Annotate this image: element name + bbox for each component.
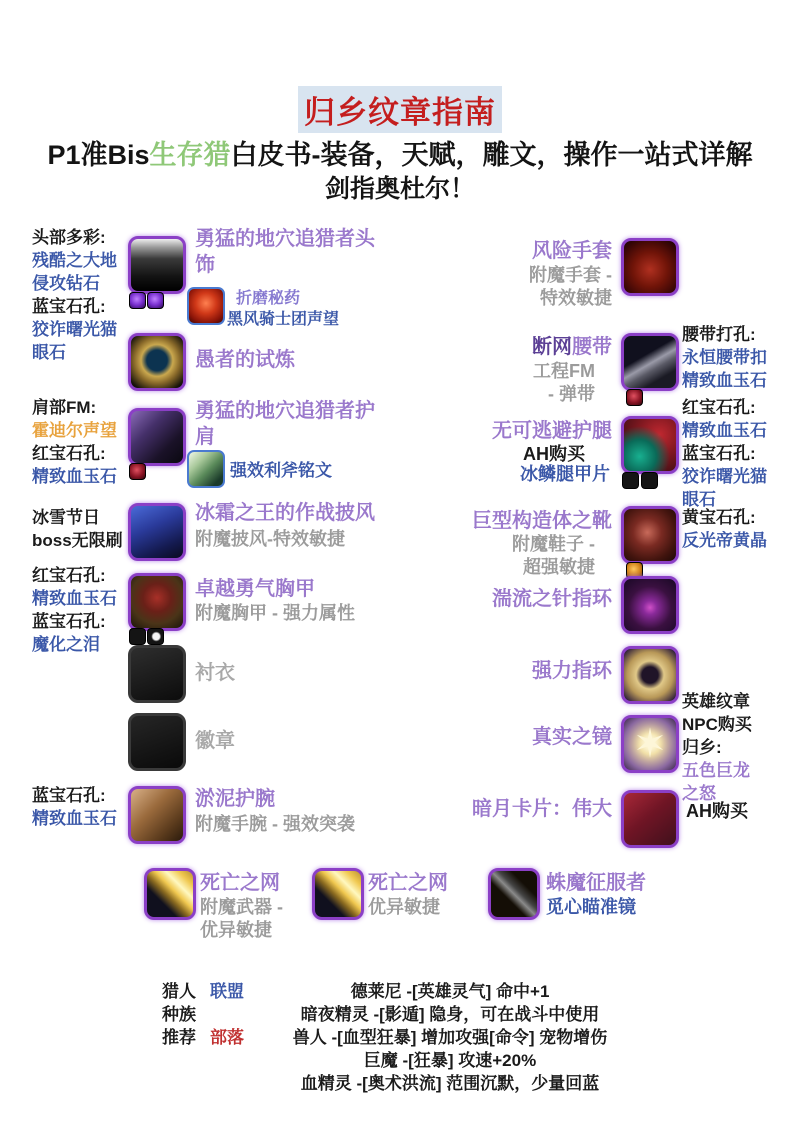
page-title: 归乡纹章指南: [298, 86, 502, 133]
chest-enchant: 附魔胸甲 - 强力属性: [195, 603, 355, 623]
note-label: 红宝石孔:: [32, 566, 106, 585]
item-shoulder-icon[interactable]: [128, 408, 186, 466]
gem-link-shifting-dreadstone[interactable]: 狡诈曙光猫眼石: [32, 320, 117, 362]
note-chest-sockets: [32, 564, 128, 656]
race-line-bloodelf: 血精灵 -[奥术洪流] 范围沉默，少量回蓝: [300, 1074, 600, 1093]
waist-name-light[interactable]: 腰带: [572, 336, 612, 358]
gem-link-enchanted-tear[interactable]: 魔化之泪: [32, 635, 100, 654]
note-trinket2-source: AH购买: [686, 801, 748, 821]
note-label: 红宝石孔:: [32, 444, 106, 463]
socket-gem-purple-icon: [129, 292, 146, 309]
enchant-line: 附魔武器 -: [200, 897, 283, 917]
subtitle-rest: 白皮书-装备，天赋，雕文，操作一站式详解: [230, 140, 753, 170]
footer-label-alliance: 联盟: [210, 982, 244, 1001]
note-label: 蓝宝石孔:: [32, 612, 106, 631]
item-feet-name[interactable]: 巨型构造体之靴: [472, 510, 612, 532]
item-ring1-icon[interactable]: [621, 576, 679, 634]
item-feet-icon[interactable]: [621, 506, 679, 564]
item-trinket2-name[interactable]: 暗月卡片：伟大: [472, 798, 612, 820]
item-shirt-name: 衬衣: [195, 662, 235, 684]
item-shoulder-name[interactable]: 勇猛的地穴追猎者护肩: [195, 400, 375, 448]
gem-link-eternal-belt-buckle[interactable]: 永恒腰带扣: [682, 348, 767, 367]
item-weapon1-name[interactable]: 死亡之网: [200, 872, 280, 894]
item-trinket2-icon[interactable]: [621, 790, 679, 848]
item-chest-name[interactable]: 卓越勇气胸甲: [195, 578, 315, 600]
socket-gem-icon: [641, 472, 658, 489]
subtitle-class-name: 生存猎: [149, 140, 231, 170]
legs-armor-kit-link[interactable]: 冰鳞腿甲片: [520, 464, 610, 484]
footer-label-recommend: 推荐: [162, 1028, 196, 1047]
item-cloak-name[interactable]: 冰霜之王的作战披风: [195, 502, 375, 524]
item-cloak-icon[interactable]: [128, 503, 186, 561]
item-neck-name[interactable]: 愚者的试炼: [195, 349, 295, 371]
head-sub-item[interactable]: 折磨秘药: [236, 290, 301, 307]
note-head-sockets: [32, 226, 128, 364]
item-waist-name[interactable]: [420, 334, 612, 360]
gem-link-facet-of-topaz[interactable]: 反光帝黄晶: [682, 531, 767, 550]
item-tabard-name: 徽章: [195, 730, 235, 752]
item-wrist-name[interactable]: 淤泥护腕: [195, 788, 275, 810]
item-ring2-icon[interactable]: [621, 646, 679, 704]
item-trinket1-name[interactable]: 真实之镜: [532, 726, 612, 748]
shoulder-inscription-link[interactable]: 强效利斧铭文: [230, 461, 332, 480]
note-wrist-sockets: [32, 784, 128, 830]
race-line-troll: 巨魔 -[狂暴] 攻速+20%: [363, 1051, 537, 1070]
note-label: 肩部FM:: [32, 398, 97, 417]
socket-gem-red-icon: [129, 463, 146, 480]
item-tabard-icon[interactable]: [128, 713, 186, 771]
item-waist-icon[interactable]: [621, 333, 679, 391]
gem-link-delicate-scarlet-ruby[interactable]: 精致血玉石: [682, 371, 767, 390]
gem-link-delicate-scarlet-ruby[interactable]: 精致血玉石: [32, 809, 117, 828]
note-label: 腰带打孔:: [682, 325, 756, 344]
item-shirt-icon[interactable]: [128, 645, 186, 703]
hands-enchant: [420, 264, 612, 310]
weapon1-enchant: [200, 896, 283, 942]
trinket1-currency-link[interactable]: 五色巨龙之怒: [682, 761, 750, 803]
starburst-glyph: ✶: [633, 722, 667, 766]
ranged-scope-link[interactable]: 觅心瞄准镜: [546, 897, 636, 917]
weapon2-enchant: 优异敏捷: [368, 897, 440, 917]
feet-enchant: [420, 533, 595, 579]
socket-gem-icon: [129, 628, 146, 645]
enchant-line: 附魔手套 -: [529, 265, 612, 285]
note-trinket1-source: [682, 690, 782, 805]
item-trinket1-icon[interactable]: [621, 715, 679, 773]
socket-gem-purple-icon: [147, 292, 164, 309]
wrist-enchant: 附魔手腕 - 强效突袭: [195, 814, 355, 834]
note-legs-sockets: [682, 396, 778, 511]
note-label: 头部多彩:: [32, 228, 106, 247]
item-wrist-icon[interactable]: [128, 786, 186, 844]
scope-axe-icon[interactable]: [187, 450, 225, 488]
torment-potion-icon[interactable]: [187, 287, 225, 325]
title-row: [0, 86, 800, 133]
race-line-draenei: 德莱尼 -[英雄灵气] 命中+1: [350, 982, 550, 1001]
footer-label-race: 种族: [162, 1005, 196, 1024]
gem-link-delicate-scarlet-ruby[interactable]: 精致血玉石: [682, 421, 767, 440]
legs-source-note: AH购买: [523, 444, 585, 464]
item-legs-icon[interactable]: [621, 416, 679, 474]
waist-name-dark[interactable]: 断网: [532, 336, 572, 358]
item-ring2-name[interactable]: 强力指环: [532, 660, 612, 682]
enchant-line: 附魔鞋子 -: [512, 534, 595, 554]
head-sub-rep[interactable]: 黑风骑士团声望: [227, 311, 340, 328]
item-neck-icon[interactable]: [128, 333, 186, 391]
item-weapon2-icon[interactable]: [312, 868, 364, 920]
rep-link-hodir[interactable]: 霍迪尔声望: [32, 421, 117, 440]
gem-link-shifting-dreadstone[interactable]: 狡诈曙光猫眼石: [682, 467, 767, 509]
note-line: NPC购买: [682, 715, 752, 734]
item-weapon1-icon[interactable]: [144, 868, 196, 920]
race-line-orc: 兽人 -[血型狂暴] 增加攻强[命令] 宠物增伤: [292, 1028, 608, 1047]
note-label: 黄宝石孔:: [682, 508, 756, 527]
gem-link-delicate-scarlet-ruby[interactable]: 精致血玉石: [32, 589, 117, 608]
note-label: 蓝宝石孔:: [32, 786, 106, 805]
note-line: boss无限刷: [32, 531, 123, 550]
note-label: 蓝宝石孔:: [32, 297, 106, 316]
enchant-line: 优异敏捷: [200, 920, 272, 940]
note-cloak-source: [32, 506, 142, 552]
item-ranged-name[interactable]: 蛛魔征服者: [546, 872, 646, 894]
socket-gem-red-icon: [626, 389, 643, 406]
note-label: 蓝宝石孔:: [682, 444, 756, 463]
footer-label-horde: 部落: [210, 1028, 244, 1047]
item-weapon2-name[interactable]: 死亡之网: [368, 872, 448, 894]
item-ring1-name[interactable]: 湍流之针指环: [492, 588, 612, 610]
note-waist-sockets: [682, 323, 794, 392]
note-line: 冰雪节日: [32, 508, 100, 527]
gem-link-cruel-earthsiege[interactable]: 残酷之大地侵攻钻石: [32, 251, 117, 293]
race-line-nightelf: 暗夜精灵 -[影遁] 隐身，可在战斗中使用: [300, 1005, 600, 1024]
item-hands-name[interactable]: 风险手套: [532, 240, 612, 262]
cloak-enchant: 附魔披风-特效敏捷: [195, 529, 345, 549]
socket-gem-icon: [147, 628, 164, 645]
socket-gem-icon: [622, 472, 639, 489]
note-shoulder-sockets: [32, 396, 128, 488]
note-line: 归乡:: [682, 738, 722, 757]
enchant-line: - 弹带: [548, 384, 595, 404]
item-chest-icon[interactable]: [128, 573, 186, 631]
subtitle-line2: 剑指奥杜尔！: [324, 175, 475, 203]
subtitle-prefix: P1准Bis: [47, 140, 150, 170]
enchant-line: 工程FM: [533, 361, 595, 381]
footer-label-hunter: 猎人: [162, 982, 196, 1001]
note-label: 红宝石孔:: [682, 398, 756, 417]
item-legs-name[interactable]: 无可逃避护腿: [492, 420, 612, 442]
item-head-icon[interactable]: [128, 236, 186, 294]
gem-link-delicate-scarlet-ruby[interactable]: 精致血玉石: [32, 467, 117, 486]
waist-enchant: [420, 360, 595, 406]
item-ranged-icon[interactable]: [488, 868, 540, 920]
item-hands-icon[interactable]: [621, 238, 679, 296]
item-head-name[interactable]: 勇猛的地穴追猎者头饰: [195, 228, 375, 276]
note-feet-sockets: [682, 506, 794, 552]
subtitle: [0, 133, 800, 172]
note-line: 英雄纹章: [682, 692, 750, 711]
enchant-line: 超强敏捷: [523, 557, 595, 577]
enchant-line: 特效敏捷: [540, 288, 612, 308]
